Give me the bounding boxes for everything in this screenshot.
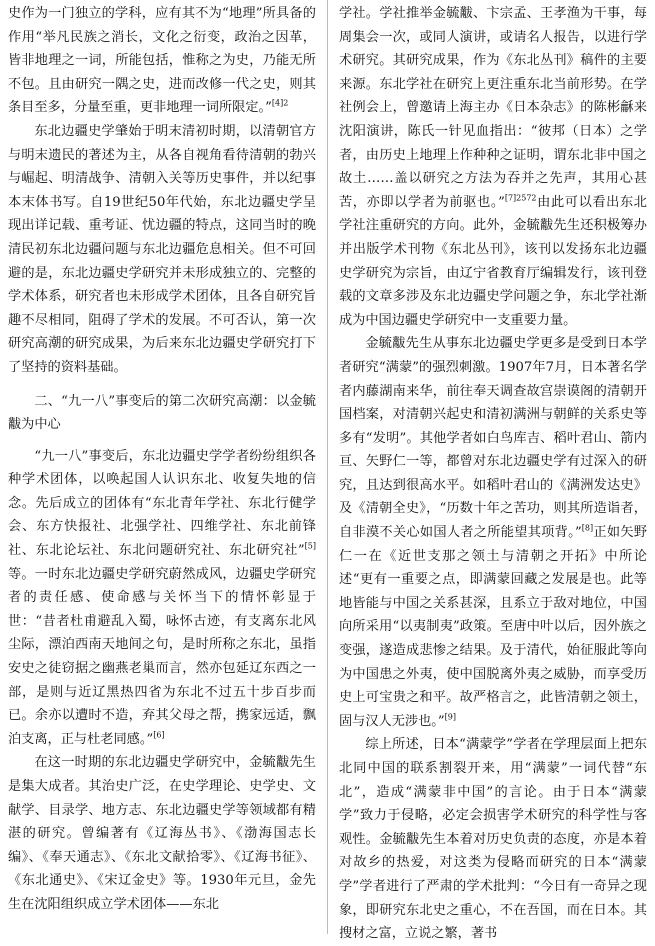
paragraph-text: “九一八”事变后，东北边疆史学学者纷纷组织各种学术团体，以唤起国人认识东北、收复失地的信念。先后成立的团体有“东北青年学社、东北行健学会、东方快报社、北强学社、四维学社、东北前锋社、东北论坛社、东北问题研究社、东北研究社”: [8, 448, 316, 559]
citation-ref: [6]: [153, 730, 165, 740]
paragraph-text: 史作为一门独立的学科，应有其不为“地理”所具备的作用“举凡民族之消长，文化之衍变，政治之因革，皆非地理之一词，所能包括，惟称之为史，乃能无所不包。且由研究一隅之史，进而改修一代之史，则其条目至多，分量至重，更非地理一词所限定。”: [8, 6, 316, 116]
citation-ref: [7]2572: [504, 193, 537, 203]
paragraph-text: 东北边疆史学肇始于明末清初时期，以清朝官方与明末遗民的著述为主，从各自视角看待清朝的勃兴与崛起、明清战争、清朝入关等历史事件，并以纪事本末体书写。自19世纪50年代始，东北边疆史学呈现出详记载、重考证、忧边疆的特点，这同当时的晚清民初东北边疆问题与东北边疆危息相关。但不可回避的是，东北边疆史学研究并未形成独立的、完整的学术体系，研究者也未形成学术团体，且各自研究旨趣不尽相同，阻碍了学术的发展。不可否认，第一次研究高潮的研究成果，为后来东北边疆史学研究打下了坚持的资料基础。: [8, 123, 316, 375]
paragraph-text: 正如矢野仁一在《近世支那之领土与清朝之开拓》中所论述“更有一重要之点，即满蒙回藏之发展是也。此等地皆能与中国之关系甚深，且系立于敌对地位，中国向所采用“以夷制夷”政策。至唐中叶以后，因外族之变强，遂造成悲惨之结果。及于清代，始征服此等向为中国患之外夷，使中国脱离外夷之威胁，而享受历史上可宝贵之和平。故严格言之，此皆清朝之领土，固与汉人无涉也。”: [339, 525, 648, 729]
left-column: [8, 2, 316, 917]
citation-ref: [9]: [444, 712, 456, 722]
section-heading: 二、“九一八”事变后的第二次研究高潮：以金毓黻为中心: [8, 393, 316, 433]
paragraph: [8, 751, 316, 916]
citation-ref: [5]: [304, 541, 316, 551]
paragraph-text: 学社。学社推举金毓黻、卞宗孟、王孝渔为干事，每周集会一次，或同人演讲，或请名人报告，以进行学术研究。其研究成果，作为《东北丛刊》稿件的主要来源。东北学社在研究上更注重东北当前形势。在学社例会上，曾邀请上海主办《日本杂志》的陈彬龢来沈阳演讲，陈氏一针见血指出：“彼邦（日本）之学者，由历史上地理上作种种之证明，谓东北非中国之故土……盖以研究之方法为吞并之先声，其用心甚苦，亦即以学者为前驱也。”: [339, 6, 647, 210]
paragraph-text: 在这一时期的东北边疆史学研究中，金毓黻先生是集大成者。其治史广泛，在史学理论、史学史、文献学、目录学、地方志、东北边疆史学等领域都有精湛的研究。曾编著有《辽海丛书》、《渤海国志长编》、《奉天通志》、《东北文献拾零》、《辽海书征》、《东北通史》、《宋辽金史》等。1930年元旦，金先生在沈阳组织成立学术团体——东北: [8, 755, 316, 912]
paragraph-text: 金毓黻先生从事东北边疆史学更多是受到日本学者研究“满蒙”的强烈刺激。1907年7月，日本著名学者内藤湖南来华，前往奉天调查故宫崇谟阁的清朝开国档案，对清朝兴起史和清初满洲与朝鲜的关系史等多有“发明”。其他学者如白鸟库吉、稻叶君山、箭内亘、矢野仁一等，都曾对东北边疆史学有过深入的研究，且达到很高水平。如稻叶君山的《满洲发达史》及《清朝全史》，“历数十年之苦功，则其所造诣者，自非漠不关心如国人者之所能望其项背。”: [339, 336, 647, 541]
paragraph-text: 等。一时东北边疆史学研究蔚然成风，边疆史学研究者的责任感、使命感与关怀当下的情怀彰显于世：“昔者杜甫避乱入蜀，咏怀古迹，有支离东北风尘际，漂泊西南天地间之句，是时所称之东北，虽指安史之徒窃据之幽燕老巢而言，然亦包延辽东西之一部，是则与近辽黑热四省为东北不过五十步百步而已。余亦以遭时不造，弃其父母之帮，携家远适，飘泊支离，正与杜老同感。”: [8, 566, 316, 747]
column-divider: [327, 0, 328, 934]
paragraph: [339, 332, 647, 733]
paragraph: [8, 445, 316, 752]
paragraph: [339, 733, 647, 945]
citation-ref: [4]2: [271, 98, 289, 108]
right-column: [339, 2, 647, 946]
paragraph-text: 由此可以看出东北学社注重研究的方向。此外，金毓黻先生还积极筹办并出版学术刊物《东北丛刊》，该刊以发扬东北边疆史学研究为宗旨，由辽宁省教育厅编辑发行，该刊登载的文章多涉及东北边疆史学问题之争，东北学社渐成为中国边疆史学研究中一支重要力量。: [339, 194, 647, 328]
paragraph: [8, 120, 316, 380]
paragraph-text: 综上所述，日本“满蒙学”学者在学理层面上把东北同中国的联系割裂开来，用“满蒙”一词代替“东北”，造成“满蒙非中国”的言论。由于日本“满蒙学”致力于侵略，必定会损害学术研究的科学性与客观性。金毓黻先生本着对历史负责的态度，亦是本着对故乡的热爱，对这类为侵略而研究的日本“满蒙学”学者进行了严肃的学术批判：“今日有一奇异之现象，即研究东北史之重心，不在吾国，而在日本。其搜材之富，立说之繁，著书: [339, 737, 647, 942]
citation-ref: [8]: [581, 523, 594, 533]
paragraph: [339, 2, 647, 332]
paragraph: [8, 2, 316, 120]
